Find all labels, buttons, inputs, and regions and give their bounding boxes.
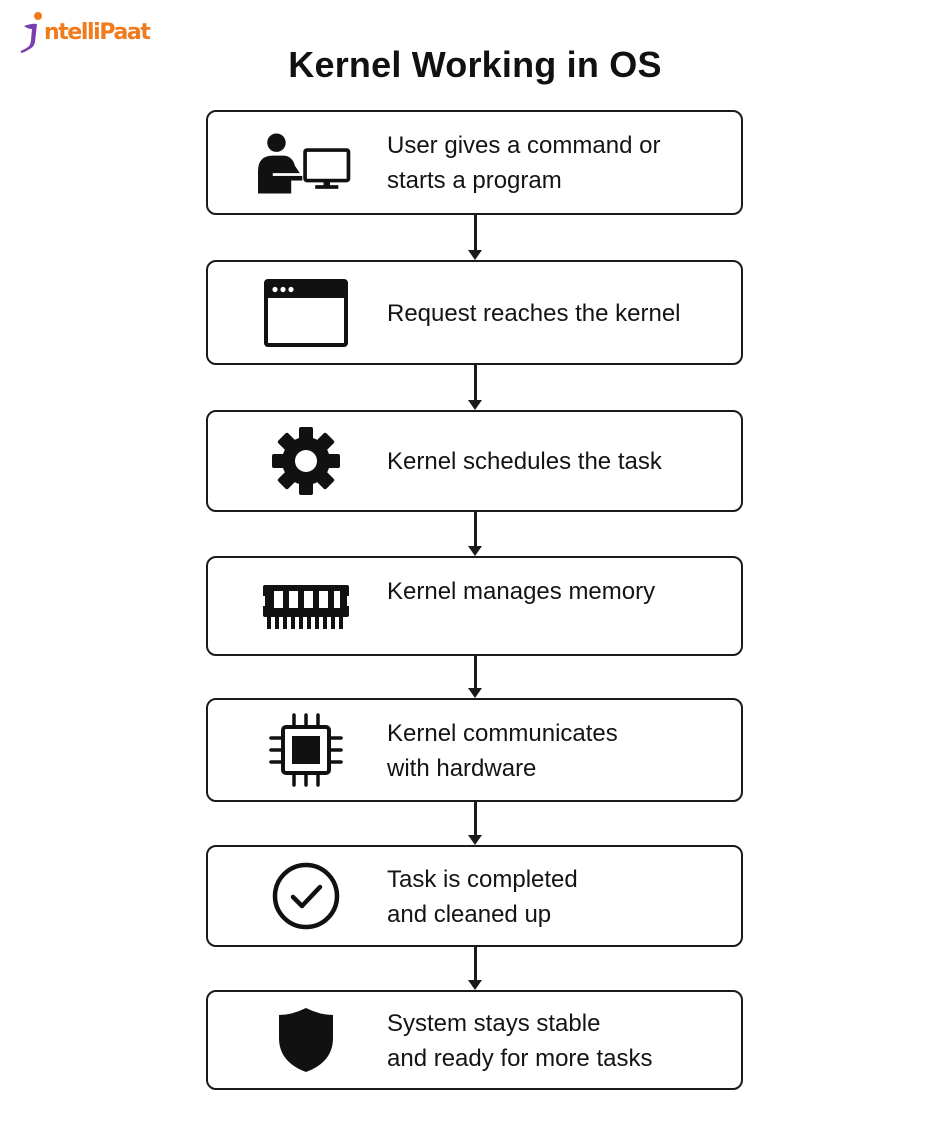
user-computer-icon <box>258 125 354 201</box>
flow-arrow <box>465 512 485 556</box>
step-label <box>387 296 725 331</box>
flow-arrow <box>465 947 485 990</box>
step-label <box>387 128 725 198</box>
step-label <box>387 1006 725 1076</box>
step-label-line: Request reaches the kernel <box>387 300 681 327</box>
step-label <box>387 716 725 786</box>
step-label-line: starts a program <box>387 167 562 194</box>
gear-icon <box>258 423 354 499</box>
browser-window-icon <box>258 275 354 351</box>
step-label-line: Kernel schedules the task <box>387 448 662 475</box>
step-label-line: User gives a command or <box>387 132 661 159</box>
shield-icon <box>258 1002 354 1078</box>
memory-module-icon <box>258 568 354 644</box>
check-circle-icon <box>258 858 354 934</box>
step-label-line: Kernel manages memory <box>387 578 656 605</box>
step-label <box>387 444 725 479</box>
flow-arrow <box>465 365 485 410</box>
flow-step-schedule-task <box>206 410 743 512</box>
flow-step-request-kernel <box>206 260 743 365</box>
step-label-line: Kernel communicates <box>387 720 618 747</box>
flow-step-task-completed <box>206 845 743 947</box>
step-label <box>387 574 725 609</box>
brand-name: ntelliPaat <box>44 19 150 45</box>
page-title: Kernel Working in OS <box>288 44 662 85</box>
step-label-line: and ready for more tasks <box>387 1045 653 1072</box>
step-label <box>387 862 725 932</box>
flow-step-manage-memory <box>206 556 743 656</box>
flow-arrow <box>465 215 485 260</box>
step-label-line: System stays stable <box>387 1010 601 1037</box>
flow-step-communicate-hardware <box>206 698 743 802</box>
flow-step-system-stable <box>206 990 743 1090</box>
step-label-line: with hardware <box>387 755 537 782</box>
flow-step-user-command <box>206 110 743 215</box>
flow-arrow <box>465 802 485 845</box>
step-label-line: Task is completed <box>387 866 578 893</box>
step-label-line: and cleaned up <box>387 901 552 928</box>
cpu-chip-icon <box>258 712 354 788</box>
flow-arrow <box>465 656 485 698</box>
